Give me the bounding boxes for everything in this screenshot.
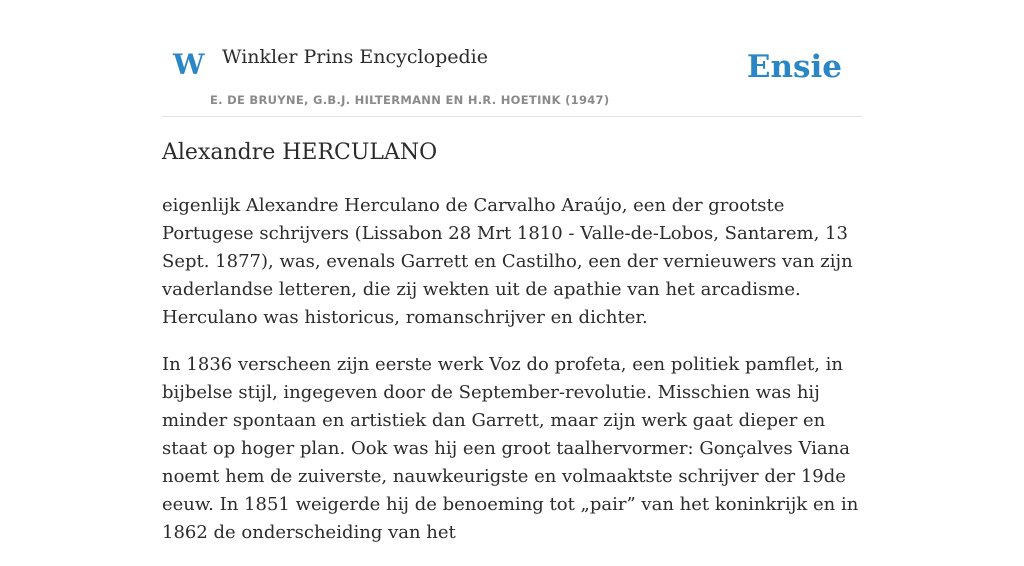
article-title: Alexandre HERCULANO xyxy=(162,140,438,165)
ensie-logo[interactable]: Ensie xyxy=(746,49,842,85)
site-header xyxy=(162,0,862,117)
article-paragraph: In 1836 verscheen zijn eerste werk Voz do profeta, een politiek pamflet, in bijbelse stijl, ingegeven door de September-revolutie. Misschien was hij minder spontaan en artistiek dan Garrett, maar zijn werk gaat dieper en staat op hoger plan. Ook was hij een groot taalhervormer: Gonçalves Viana noemt hem de zuiverste, nauwkeurigste en volmaaktste schrijver der 19de eeuw. In 1851 weigerde hij de benoeming tot „pair” van het koninkrijk en in 1862 de onderscheiding van het xyxy=(162,354,859,543)
page xyxy=(162,0,862,543)
logo-w-icon[interactable]: W xyxy=(173,48,205,81)
authors-line: E. DE BRUYNE, G.B.J. HILTERMANN EN H.R. HOETINK (1947) xyxy=(210,93,610,107)
article-body xyxy=(162,192,862,566)
article-paragraph: eigenlijk Alexandre Herculano de Carvalho Araújo, een der grootste Portugese schrijvers (Lissabon 28 Mrt 1810 - Valle-de-Lobos, Santarem, 13 Sept. 1877), was, evenals Garrett en Castilho, een der vernieuwers van zijn vaderlandse letteren, die zij wekten uit de apathie van het arcadisme. Herculano was historicus, romanschrijver en dichter. xyxy=(162,195,853,328)
site-title[interactable]: Winkler Prins Encyclopedie xyxy=(222,46,488,68)
